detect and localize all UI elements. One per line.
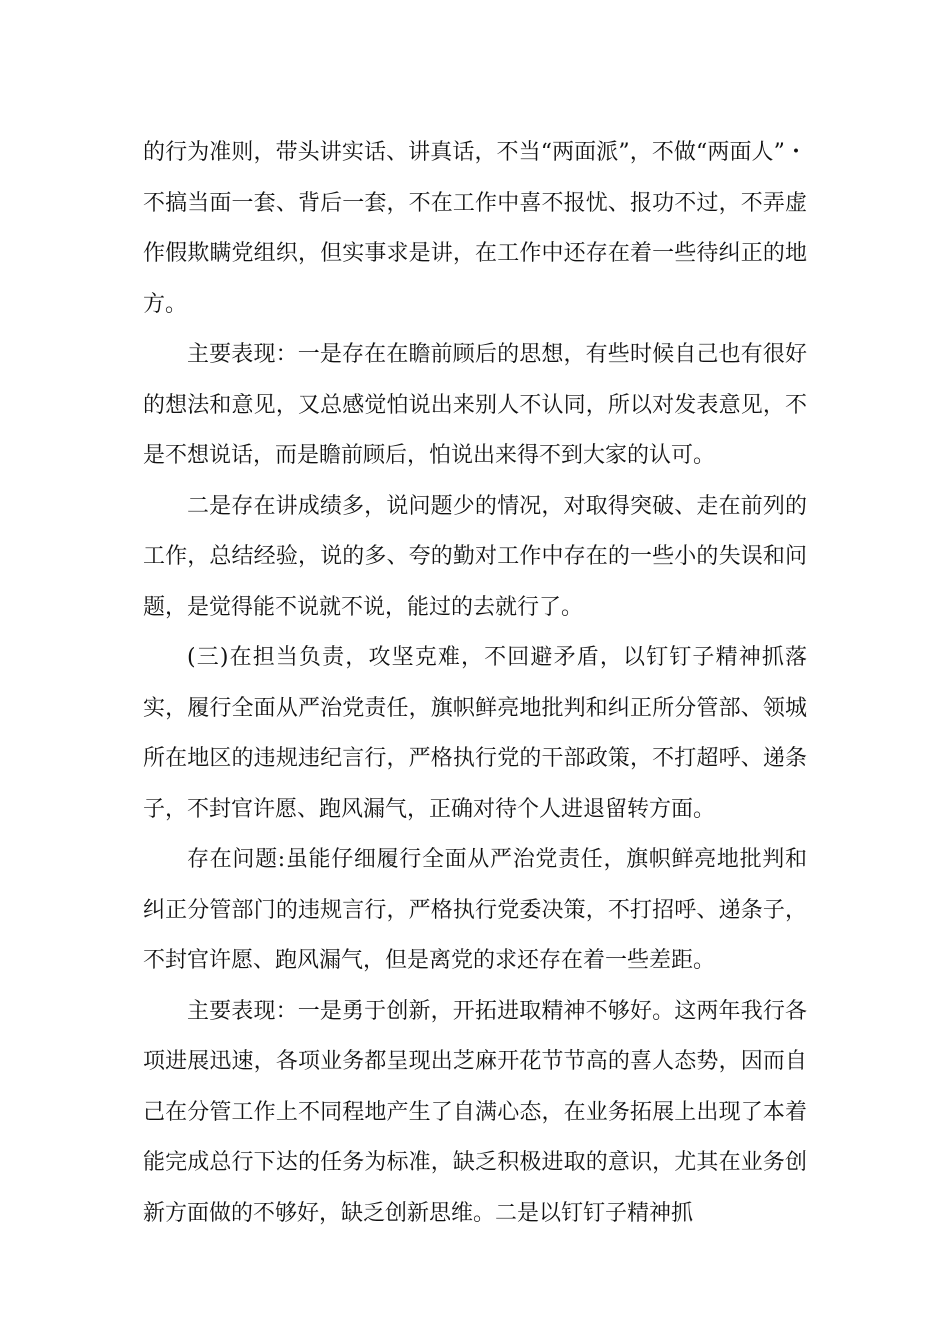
paragraph-existing-problems: 存在问题:虽能仔细履行全面从严治党责任，旗帜鲜亮地批判和纠正分管部门的违规言行，严格执行党委决策，不打招呼、递条子，不封官许愿、跑风漏气，但是离党的求还存在着一些差距。 — [143, 847, 807, 973]
paragraph-second-issue: 二是存在讲成绩多，说问题少的情况，对取得突破、走在前列的工作，总结经验，说的多、夸的勤对工作中存在的一些小的失误和问题，是觉得能不说就不说，能过的去就行了。 — [143, 493, 807, 620]
paragraph-section-three: (三)在担当负责，攻坚克难，不回避矛盾，以钉钉子精神抓落实，履行全面从严治党责任，旗帜鲜亮地批判和纠正所分管部、领城所在地区的违规违纪言行，严格执行党的干部政策，不打超呼、递条子，不封官许愿、跑风漏气，正确对待个人进退留转方面。 — [143, 645, 807, 822]
paragraph-main-performance-1: 主要表现：一是存在在瞻前顾后的思想，有些时候自己也有很好的想法和意见，又总感觉怕说出来别人不认同，所以对发表意见，不是不想说话，而是瞻前顾后，怕说出来得不到大家的认可。 — [143, 342, 807, 468]
paragraph-main-performance-2: 主要表现：一是勇于创新，开拓进取精神不够好。这两年我行各项进展迅速，各项业务都呈现出芝麻开花节节高的喜人态势，因而自己在分管工作上不同程地产生了自满心态，在业务拓展上出现了本着能完成总行下达的任务为标准，缺乏积极进取的意识，尤其在业务创新方面做的不够好，缺乏创新思维。二是以钉钉子精神抓 — [143, 998, 807, 1226]
document-body — [143, 128, 807, 1239]
paragraph-continuation: 的行为准则，带头讲实话、讲真话，不当“两面派”，不做“两面人”・不搞当面一套、背后一套，不在工作中喜不报忧、报功不过，不弄虚作假欺瞒党组织，但实事求是讲，在工作中还存在着一些待纠正的地方。 — [143, 140, 807, 317]
